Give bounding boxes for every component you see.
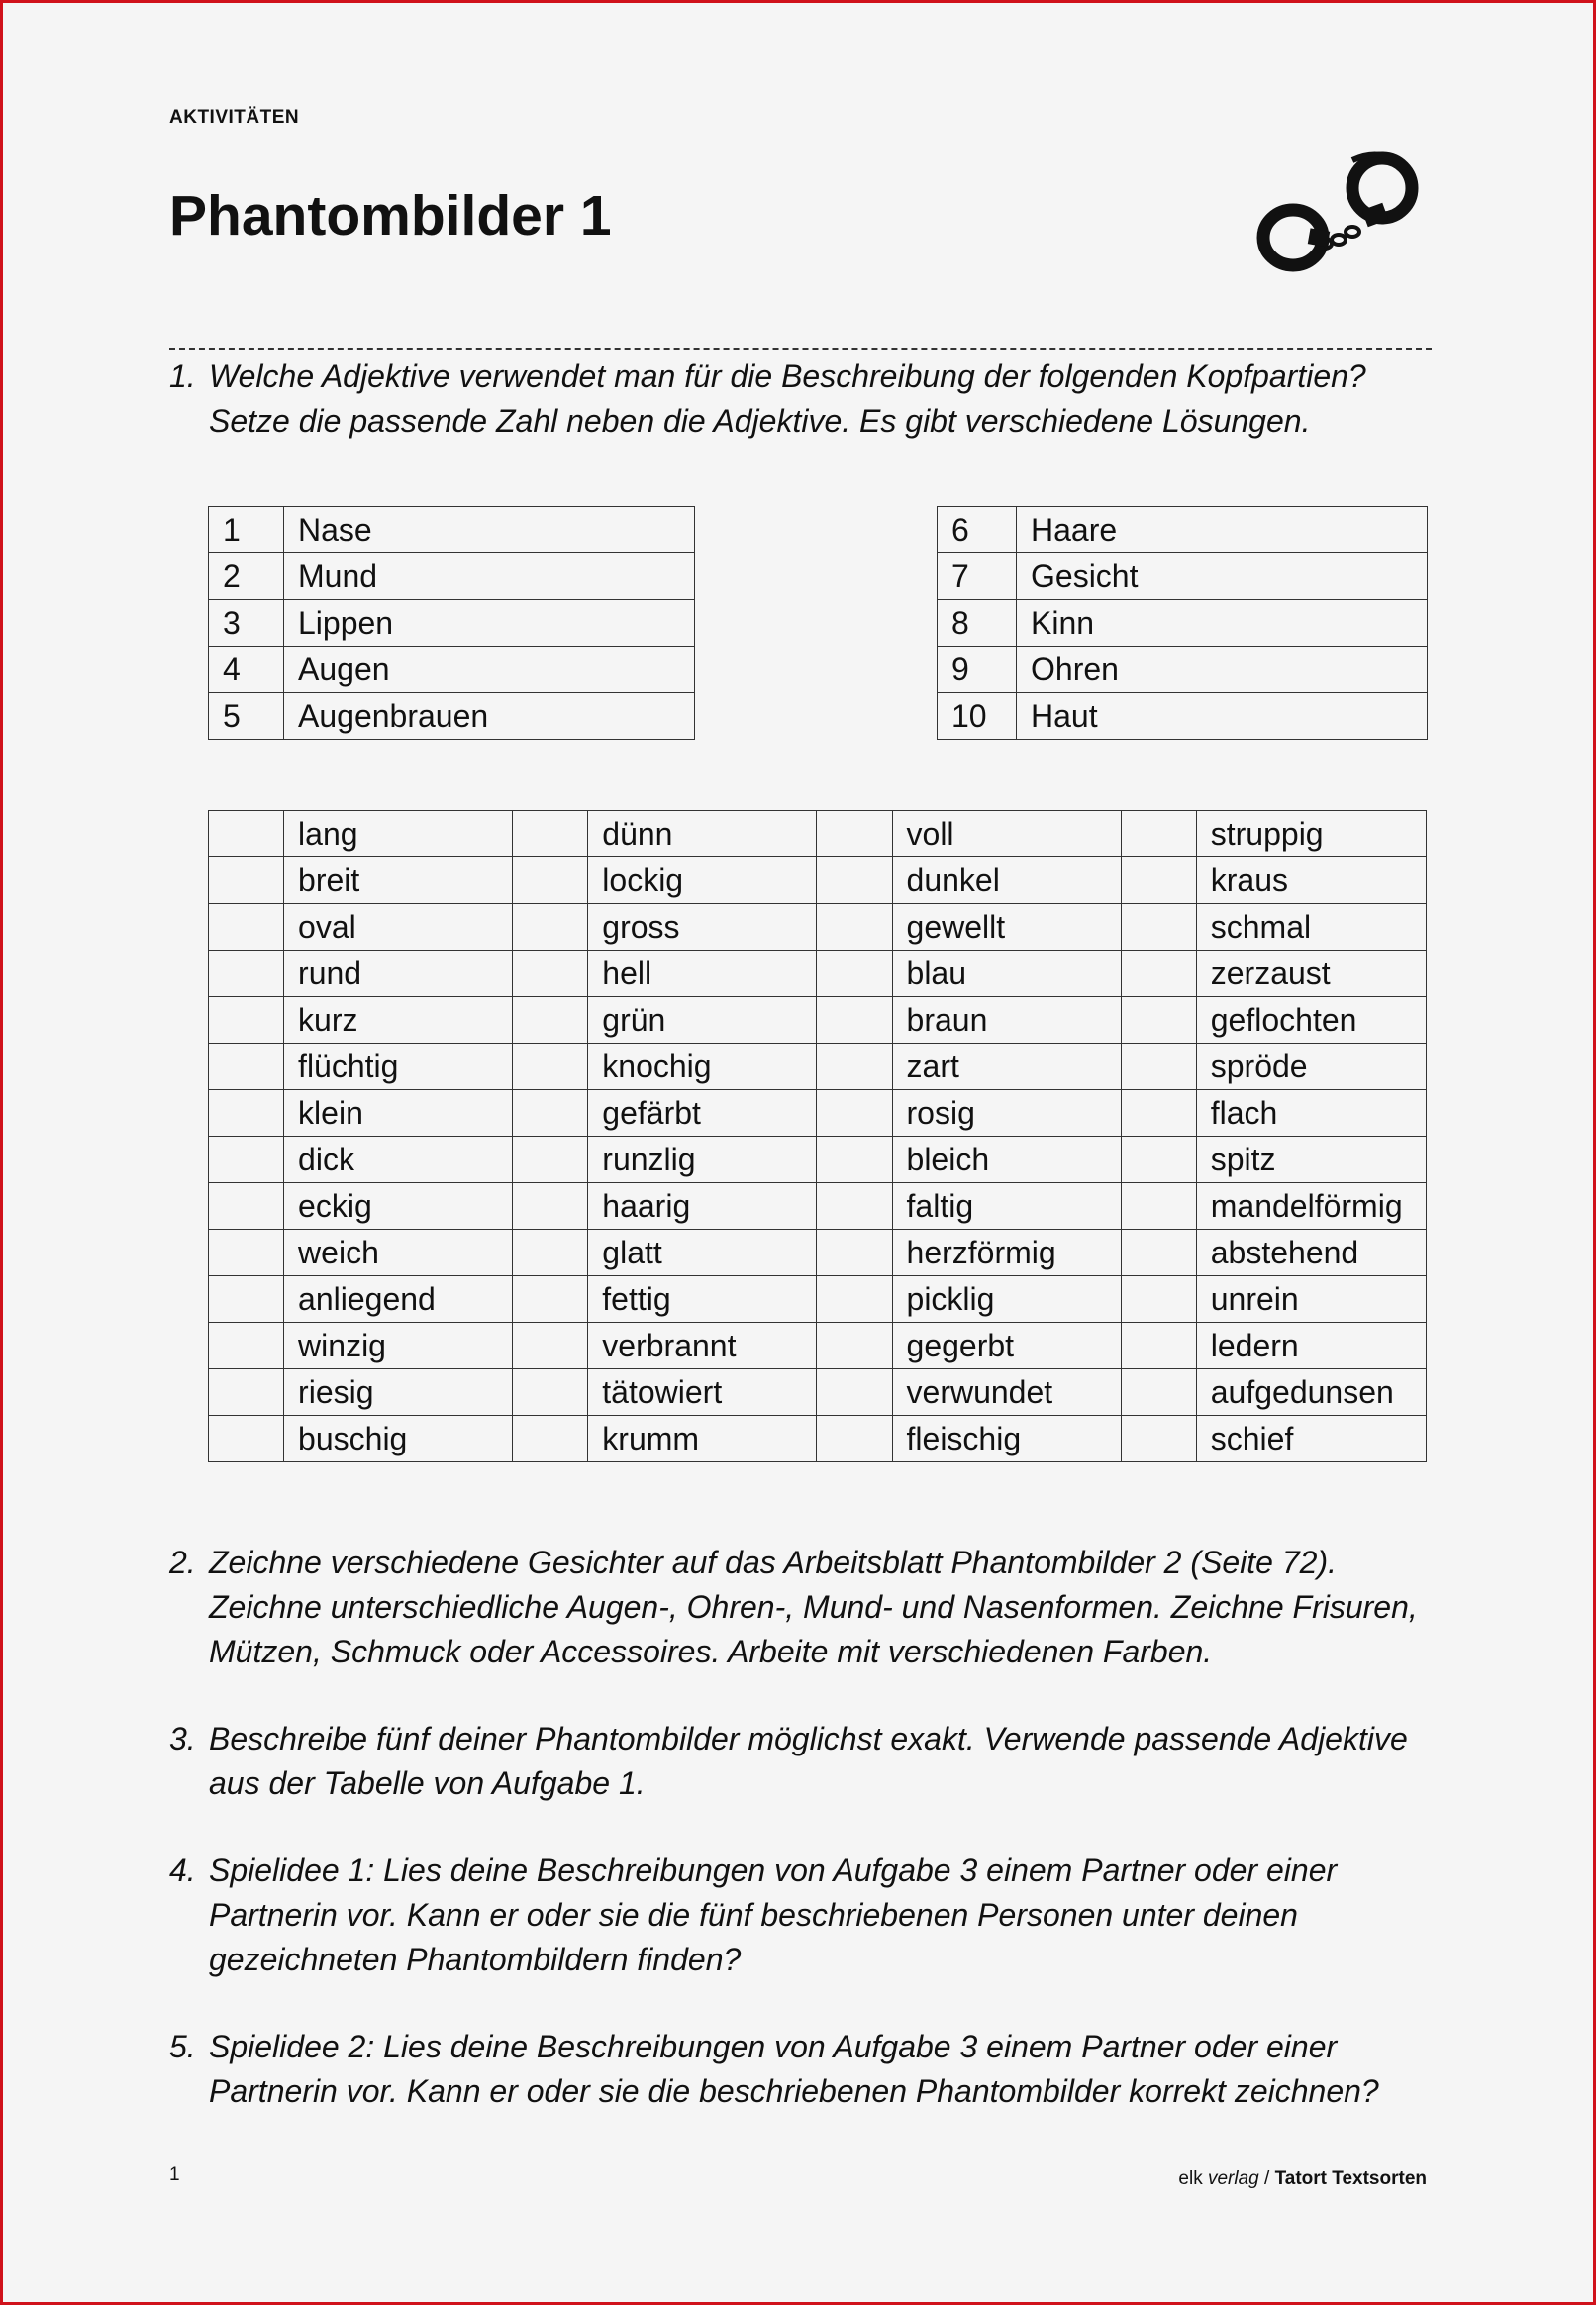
- answer-cell[interactable]: [209, 1369, 284, 1416]
- table-row: [209, 997, 1427, 1044]
- table-row: [209, 647, 695, 693]
- answer-cell[interactable]: [817, 1276, 892, 1323]
- task-number: 5.: [169, 2029, 196, 2064]
- adjective-cell: geflochten: [1196, 997, 1426, 1044]
- answer-cell[interactable]: [209, 857, 284, 904]
- answer-cell[interactable]: [513, 904, 588, 951]
- part-number: 6: [938, 507, 1017, 553]
- table-row: [209, 1276, 1427, 1323]
- footer-publisher-italic: verlag: [1207, 2168, 1259, 2189]
- part-number: 4: [209, 647, 284, 693]
- answer-cell[interactable]: [817, 1369, 892, 1416]
- answer-cell[interactable]: [209, 1183, 284, 1230]
- task-number: 1.: [169, 358, 196, 394]
- table-row: [209, 951, 1427, 997]
- table-row: [209, 1416, 1427, 1462]
- adjective-cell: glatt: [588, 1230, 817, 1276]
- answer-cell[interactable]: [817, 997, 892, 1044]
- footer-book: Tatort Textsorten: [1274, 2168, 1427, 2189]
- table-row: [938, 600, 1428, 647]
- answer-cell[interactable]: [1121, 1230, 1196, 1276]
- answer-cell[interactable]: [1121, 1276, 1196, 1323]
- adjective-cell: rund: [284, 951, 513, 997]
- part-label: Augenbrauen: [284, 693, 695, 740]
- adjective-cell: gegerbt: [892, 1323, 1121, 1369]
- answer-cell[interactable]: [209, 1416, 284, 1462]
- table-row: [938, 507, 1428, 553]
- adjective-cell: gefärbt: [588, 1090, 817, 1137]
- answer-cell[interactable]: [209, 1137, 284, 1183]
- adjective-cell: spröde: [1196, 1044, 1426, 1090]
- handcuffs-icon: [1236, 147, 1434, 280]
- answer-cell[interactable]: [817, 1090, 892, 1137]
- adjective-cell: anliegend: [284, 1276, 513, 1323]
- adjective-cell: gewellt: [892, 904, 1121, 951]
- task-1: [169, 354, 1446, 444]
- table-row: [209, 553, 695, 600]
- answer-cell[interactable]: [1121, 951, 1196, 997]
- answer-cell[interactable]: [209, 1044, 284, 1090]
- adjective-cell: abstehend: [1196, 1230, 1426, 1276]
- part-number: 1: [209, 507, 284, 553]
- answer-cell[interactable]: [513, 1416, 588, 1462]
- head-parts-table-left: [208, 506, 695, 740]
- part-label: Mund: [284, 553, 695, 600]
- answer-cell[interactable]: [817, 1230, 892, 1276]
- adjective-cell: lockig: [588, 857, 817, 904]
- answer-cell[interactable]: [513, 1044, 588, 1090]
- answer-cell[interactable]: [209, 811, 284, 857]
- task-5: [169, 2025, 1446, 2114]
- table-row: [209, 1230, 1427, 1276]
- adjective-cell: braun: [892, 997, 1121, 1044]
- part-label: Nase: [284, 507, 695, 553]
- answer-cell[interactable]: [1121, 1416, 1196, 1462]
- adjective-cell: verbrannt: [588, 1323, 817, 1369]
- table-row: [209, 600, 695, 647]
- footer-publisher: elk: [1178, 2168, 1203, 2189]
- answer-cell[interactable]: [209, 997, 284, 1044]
- adjective-cell: tätowiert: [588, 1369, 817, 1416]
- adjective-cell: spitz: [1196, 1137, 1426, 1183]
- answer-cell[interactable]: [513, 1230, 588, 1276]
- table-row: [209, 693, 695, 740]
- adjective-cell: flüchtig: [284, 1044, 513, 1090]
- part-label: Augen: [284, 647, 695, 693]
- adjective-cell: riesig: [284, 1369, 513, 1416]
- adjective-cell: mandelförmig: [1196, 1183, 1426, 1230]
- adjective-cell: grün: [588, 997, 817, 1044]
- table-row: [209, 811, 1427, 857]
- answer-cell[interactable]: [513, 1369, 588, 1416]
- adjective-cell: zart: [892, 1044, 1121, 1090]
- table-row: [209, 507, 695, 553]
- answer-cell[interactable]: [1121, 1044, 1196, 1090]
- adjective-cell: picklig: [892, 1276, 1121, 1323]
- answer-cell[interactable]: [209, 951, 284, 997]
- table-row: [209, 1323, 1427, 1369]
- adjective-cell: schmal: [1196, 904, 1426, 951]
- adjective-cell: kraus: [1196, 857, 1426, 904]
- adjective-cell: schief: [1196, 1416, 1426, 1462]
- part-number: 2: [209, 553, 284, 600]
- adjective-cell: winzig: [284, 1323, 513, 1369]
- answer-cell[interactable]: [209, 1276, 284, 1323]
- answer-cell[interactable]: [513, 857, 588, 904]
- page-title: Phantombilder 1: [169, 184, 612, 248]
- answer-cell[interactable]: [1121, 997, 1196, 1044]
- adjective-cell: aufgedunsen: [1196, 1369, 1426, 1416]
- answer-cell[interactable]: [513, 1137, 588, 1183]
- adjective-cell: hell: [588, 951, 817, 997]
- adjective-cell: faltig: [892, 1183, 1121, 1230]
- task-2: [169, 1541, 1446, 1674]
- part-label: Lippen: [284, 600, 695, 647]
- answer-cell[interactable]: [513, 1183, 588, 1230]
- part-number: 9: [938, 647, 1017, 693]
- part-label: Haut: [1017, 693, 1428, 740]
- adjective-cell: ledern: [1196, 1323, 1426, 1369]
- part-number: 7: [938, 553, 1017, 600]
- table-row: [938, 693, 1428, 740]
- answer-cell[interactable]: [513, 1323, 588, 1369]
- adjective-cell: krumm: [588, 1416, 817, 1462]
- footer-separator: /: [1258, 2168, 1275, 2189]
- adjective-cell: verwundet: [892, 1369, 1121, 1416]
- answer-cell[interactable]: [513, 997, 588, 1044]
- task-text: Spielidee 2: Lies deine Beschreibungen von Aufgabe 3 einem Partner oder einer Partnerin vor. Kann er oder sie die beschriebenen Phantombilder korrekt zeichnen?: [209, 2029, 1379, 2109]
- answer-cell[interactable]: [209, 1230, 284, 1276]
- task-text: Welche Adjektive verwendet man für die Beschreibung der folgenden Kopfpartien? Setze die passende Zahl neben die Adjektive. Es gibt verschiedene Lösungen.: [209, 358, 1366, 439]
- part-number: 5: [209, 693, 284, 740]
- adjective-cell: struppig: [1196, 811, 1426, 857]
- answer-cell[interactable]: [817, 1183, 892, 1230]
- adjective-cell: bleich: [892, 1137, 1121, 1183]
- answer-cell[interactable]: [817, 1416, 892, 1462]
- answer-cell[interactable]: [1121, 904, 1196, 951]
- answer-cell[interactable]: [513, 811, 588, 857]
- answer-cell[interactable]: [1121, 1369, 1196, 1416]
- task-number: 4.: [169, 1853, 196, 1888]
- answer-cell[interactable]: [1121, 1090, 1196, 1137]
- task-text: Spielidee 1: Lies deine Beschreibungen von Aufgabe 3 einem Partner oder einer Partnerin vor. Kann er oder sie die fünf beschriebenen Personen unter deinen gezeichneten Phantombildern finden?: [209, 1853, 1338, 1977]
- answer-cell[interactable]: [817, 1323, 892, 1369]
- part-number: 10: [938, 693, 1017, 740]
- answer-cell[interactable]: [817, 1044, 892, 1090]
- task-4: [169, 1849, 1446, 1982]
- adjective-cell: dunkel: [892, 857, 1121, 904]
- adjective-cell: runzlig: [588, 1137, 817, 1183]
- adjective-cell: fettig: [588, 1276, 817, 1323]
- answer-cell[interactable]: [1121, 1323, 1196, 1369]
- adjective-cell: blau: [892, 951, 1121, 997]
- adjective-cell: dick: [284, 1137, 513, 1183]
- adjective-cell: haarig: [588, 1183, 817, 1230]
- adjective-cell: unrein: [1196, 1276, 1426, 1323]
- divider: [169, 348, 1432, 350]
- answer-cell[interactable]: [1121, 857, 1196, 904]
- answer-cell[interactable]: [1121, 1137, 1196, 1183]
- page-number: 1: [169, 2164, 180, 2185]
- part-label: Ohren: [1017, 647, 1428, 693]
- table-row: [938, 647, 1428, 693]
- table-row: [209, 904, 1427, 951]
- adjective-cell: buschig: [284, 1416, 513, 1462]
- footer-credit: [1178, 2168, 1427, 2190]
- head-parts-table-right: [937, 506, 1428, 740]
- part-number: 3: [209, 600, 284, 647]
- task-number: 3.: [169, 1721, 196, 1756]
- answer-cell[interactable]: [209, 1090, 284, 1137]
- table-row: [209, 1183, 1427, 1230]
- task-number: 2.: [169, 1545, 196, 1580]
- table-row: [209, 1369, 1427, 1416]
- answer-cell[interactable]: [513, 1276, 588, 1323]
- answer-cell[interactable]: [1121, 1183, 1196, 1230]
- answer-cell[interactable]: [817, 811, 892, 857]
- adjective-cell: klein: [284, 1090, 513, 1137]
- section-label: AKTIVITÄTEN: [169, 107, 300, 128]
- part-label: Haare: [1017, 507, 1428, 553]
- table-row: [209, 1090, 1427, 1137]
- part-label: Kinn: [1017, 600, 1428, 647]
- adjective-cell: herzförmig: [892, 1230, 1121, 1276]
- adjective-cell: fleischig: [892, 1416, 1121, 1462]
- adjective-cell: lang: [284, 811, 513, 857]
- answer-cell[interactable]: [817, 857, 892, 904]
- answer-cell[interactable]: [817, 1137, 892, 1183]
- adjective-cell: eckig: [284, 1183, 513, 1230]
- table-row: [938, 553, 1428, 600]
- adjective-cell: gross: [588, 904, 817, 951]
- answer-cell[interactable]: [209, 1323, 284, 1369]
- task-3: [169, 1717, 1446, 1806]
- answer-cell[interactable]: [209, 904, 284, 951]
- answer-cell[interactable]: [817, 904, 892, 951]
- answer-cell[interactable]: [1121, 811, 1196, 857]
- task-text: Zeichne verschiedene Gesichter auf das Arbeitsblatt Phantombilder 2 (Seite 72). Zeichne unterschiedliche Augen-, Ohren-, Mund- und Nasenformen. Zeichne Frisuren, Mützen, Schmuck oder Accessoires. Arbeite mit verschiedenen Farben.: [209, 1545, 1418, 1669]
- table-row: [209, 857, 1427, 904]
- part-label: Gesicht: [1017, 553, 1428, 600]
- adjective-cell: zerzaust: [1196, 951, 1426, 997]
- adjective-cell: voll: [892, 811, 1121, 857]
- answer-cell[interactable]: [513, 1090, 588, 1137]
- table-row: [209, 1044, 1427, 1090]
- task-text: Beschreibe fünf deiner Phantombilder möglichst exakt. Verwende passende Adjektive aus der Tabelle von Aufgabe 1.: [209, 1721, 1408, 1801]
- adjective-cell: oval: [284, 904, 513, 951]
- adjective-cell: flach: [1196, 1090, 1426, 1137]
- adjective-cell: breit: [284, 857, 513, 904]
- adjective-cell: weich: [284, 1230, 513, 1276]
- adjective-table: [208, 810, 1427, 1462]
- adjective-cell: dünn: [588, 811, 817, 857]
- adjective-cell: rosig: [892, 1090, 1121, 1137]
- adjective-cell: kurz: [284, 997, 513, 1044]
- answer-cell[interactable]: [817, 951, 892, 997]
- answer-cell[interactable]: [513, 951, 588, 997]
- adjective-cell: knochig: [588, 1044, 817, 1090]
- part-number: 8: [938, 600, 1017, 647]
- table-row: [209, 1137, 1427, 1183]
